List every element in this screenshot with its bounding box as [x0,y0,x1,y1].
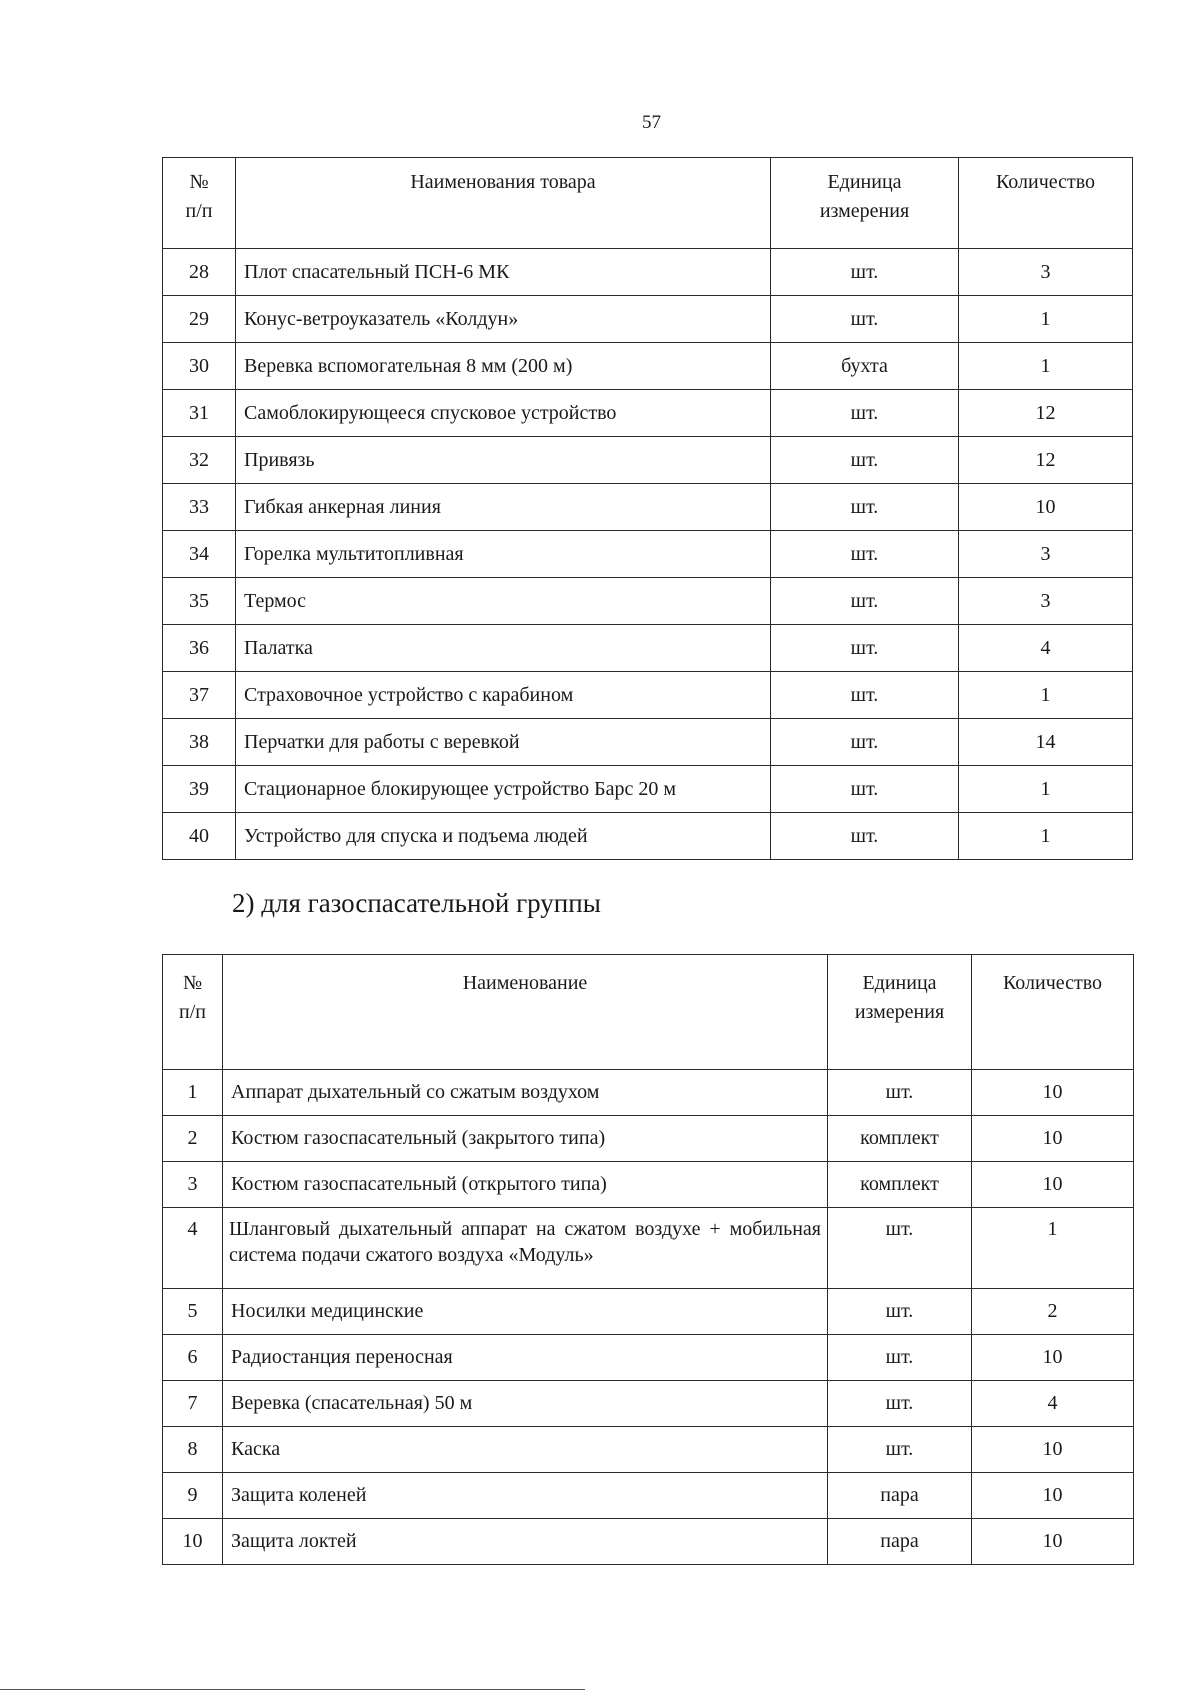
cell-number: 3 [163,1162,223,1208]
cell-unit: шт. [771,766,959,813]
table-row [163,1427,1134,1473]
cell-number: 34 [163,531,236,578]
table-row [163,437,1133,484]
table-row [163,625,1133,672]
cell-unit: шт. [771,813,959,860]
cell-unit: шт. [771,625,959,672]
cell-item-name: Плот спасательный ПСН-6 МК [236,249,771,296]
equipment-table-gas-rescue [162,954,1134,1565]
table-row [163,249,1133,296]
cell-quantity: 10 [972,1519,1134,1565]
cell-quantity: 10 [972,1116,1134,1162]
cell-unit: комплект [828,1116,972,1162]
cell-number: 8 [163,1427,223,1473]
cell-number: 2 [163,1116,223,1162]
cell-quantity: 10 [972,1473,1134,1519]
table-row [163,343,1133,390]
cell-unit: шт. [828,1427,972,1473]
cell-number: 9 [163,1473,223,1519]
table-row [163,766,1133,813]
cell-item-name: Горелка мультитопливная [236,531,771,578]
cell-item-name: Гибкая анкерная линия [236,484,771,531]
cell-item-name: Защита коленей [223,1473,828,1519]
cell-unit: шт. [771,578,959,625]
header-quantity: Количество [959,158,1133,249]
header-item-name: Наименование [223,955,828,1070]
cell-unit: шт. [828,1070,972,1116]
cell-unit: пара [828,1519,972,1565]
cell-number: 33 [163,484,236,531]
table-row [163,719,1133,766]
table-header-row [163,158,1133,249]
cell-item-name: Устройство для спуска и подъема людей [236,813,771,860]
cell-unit: шт. [771,249,959,296]
cell-number: 37 [163,672,236,719]
cell-unit: шт. [828,1381,972,1427]
cell-item-name: Палатка [236,625,771,672]
cell-unit: шт. [771,531,959,578]
cell-number: 4 [163,1208,223,1289]
cell-item-name: Костюм газоспасательный (закрытого типа) [223,1116,828,1162]
cell-number: 36 [163,625,236,672]
header-unit: Единица измерения [771,158,959,249]
cell-quantity: 12 [959,437,1133,484]
cell-item-name: Веревка вспомогательная 8 мм (200 м) [236,343,771,390]
table-row [163,1335,1134,1381]
section-heading: 2) для газоспасательной группы [232,888,601,918]
table-row [163,578,1133,625]
cell-item-name: Шланговый дыхательный аппарат на сжатом воздухе + мобильная система подачи сжатого воздуха «Модуль» [223,1208,828,1289]
cell-number: 30 [163,343,236,390]
cell-item-name: Привязь [236,437,771,484]
cell-item-name: Конус-ветроуказатель «Колдун» [236,296,771,343]
cell-quantity: 1 [972,1208,1134,1289]
cell-item-name: Защита локтей [223,1519,828,1565]
cell-item-name: Самоблокирующееся спусковое устройство [236,390,771,437]
cell-quantity: 4 [959,625,1133,672]
header-quantity: Количество [972,955,1134,1070]
cell-item-name: Страховочное устройство с карабином [236,672,771,719]
cell-item-name: Веревка (спасательная) 50 м [223,1381,828,1427]
cell-number: 31 [163,390,236,437]
cell-unit: шт. [828,1289,972,1335]
table-row [163,1289,1134,1335]
cell-quantity: 1 [959,343,1133,390]
cell-number: 1 [163,1070,223,1116]
cell-quantity: 3 [959,531,1133,578]
table-row [163,672,1133,719]
cell-quantity: 10 [972,1070,1134,1116]
cell-number: 28 [163,249,236,296]
cell-unit: пара [828,1473,972,1519]
cell-quantity: 1 [959,813,1133,860]
cell-quantity: 4 [972,1381,1134,1427]
cell-item-name: Радиостанция переносная [223,1335,828,1381]
cell-number: 35 [163,578,236,625]
table-row [163,1070,1134,1116]
page-number: 57 [642,112,661,133]
cell-item-name: Стационарное блокирующее устройство Барс 20 м [236,766,771,813]
cell-unit: бухта [771,343,959,390]
cell-quantity: 1 [959,766,1133,813]
cell-number: 32 [163,437,236,484]
cell-unit: шт. [771,672,959,719]
table-row [163,813,1133,860]
cell-quantity: 1 [959,672,1133,719]
cell-number: 29 [163,296,236,343]
cell-quantity: 10 [972,1335,1134,1381]
cell-number: 5 [163,1289,223,1335]
cell-item-name: Носилки медицинские [223,1289,828,1335]
cell-number: 40 [163,813,236,860]
cell-quantity: 10 [959,484,1133,531]
header-item-name: Наименования товара [236,158,771,249]
cell-unit: шт. [771,437,959,484]
table-row [163,390,1133,437]
cell-item-name: Аппарат дыхательный со сжатым воздухом [223,1070,828,1116]
table-row [163,484,1133,531]
cell-quantity: 1 [959,296,1133,343]
cell-number: 39 [163,766,236,813]
cell-item-name: Термос [236,578,771,625]
table-row [163,531,1133,578]
table-row [163,1116,1134,1162]
cell-unit: шт. [771,719,959,766]
cell-quantity: 10 [972,1427,1134,1473]
cell-number: 7 [163,1381,223,1427]
cell-unit: шт. [828,1208,972,1289]
table-row [163,1473,1134,1519]
cell-unit: шт. [771,484,959,531]
cell-quantity: 10 [972,1162,1134,1208]
cell-quantity: 14 [959,719,1133,766]
bottom-divider [0,1689,585,1690]
cell-quantity: 12 [959,390,1133,437]
cell-item-name: Костюм газоспасательный (открытого типа) [223,1162,828,1208]
table-row [163,1381,1134,1427]
cell-number: 38 [163,719,236,766]
table-row [163,1208,1134,1289]
cell-unit: шт. [828,1335,972,1381]
header-unit: Единица измерения [828,955,972,1070]
cell-unit: шт. [771,296,959,343]
header-number: № п/п [163,955,223,1070]
table-row [163,1162,1134,1208]
cell-quantity: 3 [959,249,1133,296]
cell-unit: комплект [828,1162,972,1208]
header-number [163,158,236,249]
table-header-row [163,955,1134,1070]
table-row [163,1519,1134,1565]
cell-number: 6 [163,1335,223,1381]
table-row [163,296,1133,343]
cell-quantity: 2 [972,1289,1134,1335]
cell-unit: шт. [771,390,959,437]
equipment-table-rescue [162,157,1133,860]
header-number-line1: № п/п [185,171,213,222]
cell-item-name: Каска [223,1427,828,1473]
cell-item-name: Перчатки для работы с веревкой [236,719,771,766]
cell-quantity: 3 [959,578,1133,625]
cell-number: 10 [163,1519,223,1565]
